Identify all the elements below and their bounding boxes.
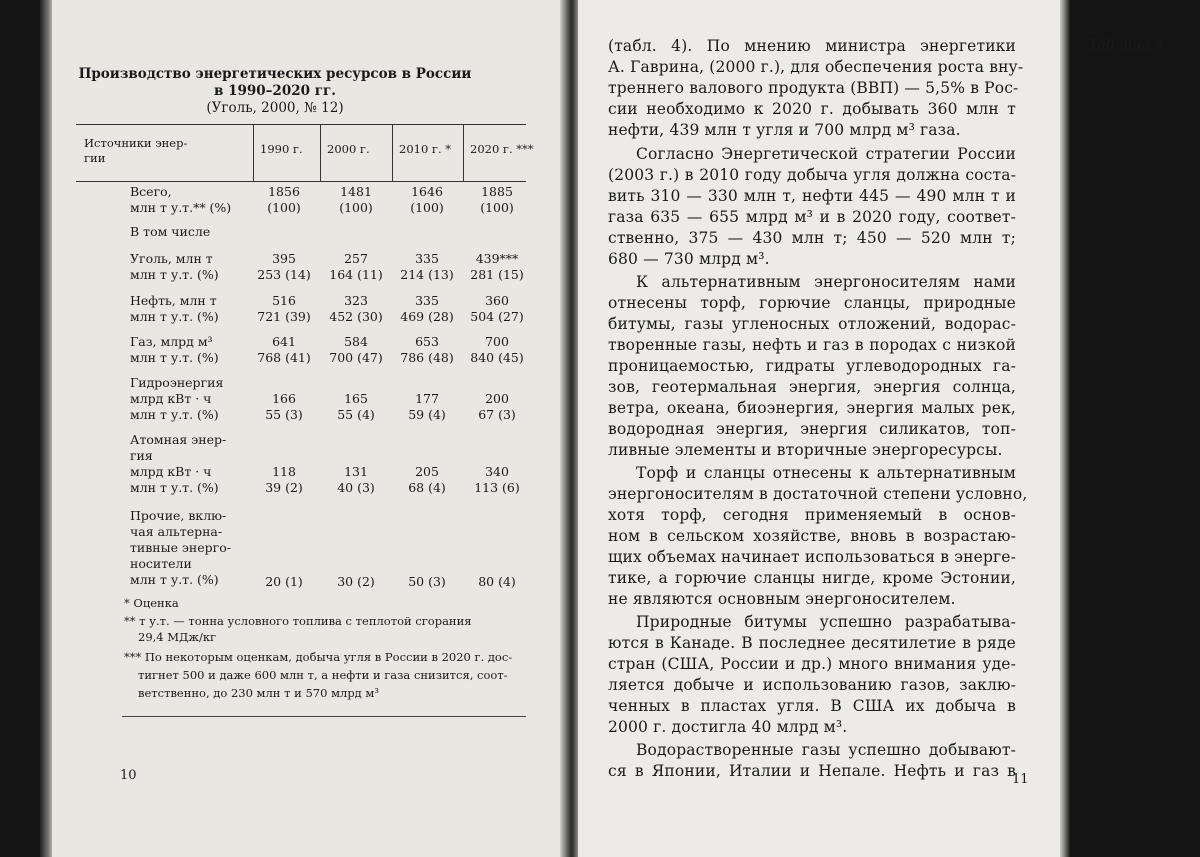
page-number-left: 10 [120,768,137,783]
footnote-2: ** т у.т. — тонна условного топлива с теплотой сгорания [124,614,472,629]
text-line: зов, геотермальная энергия, энергия солнца, [608,377,1016,398]
cell-hydro-2010: 177 [395,391,459,407]
page-number-right: 11 [1012,772,1029,787]
row-including: В том числе [130,224,210,240]
right-page-edge [1060,0,1070,857]
cell-coal-2010-pct: 214 (13) [395,267,459,283]
cell-nuclear-1990-pct: 39 (2) [252,480,316,496]
text-line: хотя торф, сегодня применяемый в основ- [608,505,1016,526]
cell-oil-2010: 335 [395,293,459,309]
header-2000: 2000 г. [320,125,391,181]
cell-hydro-2020: 200 [465,391,529,407]
cell-hydro-2020-pct: 67 (3) [465,407,529,423]
header-1990: 1990 г. [253,125,324,181]
row-other-label1: Прочие, вклю- [130,508,226,524]
text-line: проницаемостью, гидраты углеводородных га- [608,356,1016,377]
footnote-rule [122,716,526,717]
row-oil-label1: Нефть, млн т [130,293,217,309]
text-line: А. Гаврина, (2000 г.), для обеспечения роста вну- [608,57,1016,78]
cell-hydro-2000-pct: 55 (4) [324,407,388,423]
row-other-label2: чая альтерна- [130,524,222,540]
row-nuclear-label1: Атомная энер- [130,432,226,448]
cell-coal-2000-pct: 164 (11) [324,267,388,283]
cell-gas-2000: 584 [324,334,388,350]
table-header [76,124,526,182]
row-gas-label2: млн т у.т. (%) [130,350,219,366]
cell-total-2020: 1885 [465,184,529,200]
cell-other-1990: 20 (1) [252,574,316,590]
cell-oil-2010-pct: 469 (28) [395,309,459,325]
book-spread [0,0,1200,857]
text-line: сии необходимо к 2020 г. добывать 360 млн т [608,99,1016,120]
text-line: ном в сельском хозяйстве, вновь в возрастаю- [608,526,1016,547]
text-line: творенные газы, нефть и газ в породах с низкой [608,335,1016,356]
table-title-line1: Производство энергетических ресурсов в России [70,66,480,82]
text-line: 680 — 730 млрд м³. [608,249,770,270]
row-gas-label1: Газ, млрд м³ [130,334,213,350]
row-hydro-label1: Гидроэнергия [130,375,223,391]
cell-nuclear-2020-pct: 113 (6) [465,480,529,496]
cell-nuclear-2000-pct: 40 (3) [324,480,388,496]
cell-coal-2000: 257 [324,251,388,267]
text-line: ся в Японии, Италии и Непале. Нефть и газ в [608,761,1016,782]
cell-nuclear-2020: 340 [465,464,529,480]
cell-hydro-1990-pct: 55 (3) [252,407,316,423]
table-title-line2: в 1990–2020 гг. [70,83,480,99]
row-total-label2: млн т у.т.** (%) [130,200,231,216]
cell-hydro-2010-pct: 59 (4) [395,407,459,423]
cell-hydro-1990: 166 [252,391,316,407]
text-line: ветра, океана, биоэнергия, энергия малых рек, [608,398,1016,419]
cell-coal-2020: 439*** [465,251,529,267]
row-nuclear-label2: гия [130,448,153,464]
row-other-label4: носители [130,556,192,572]
footnote-3: *** По некоторым оценкам, добыча угля в России в 2020 г. дос- [124,650,512,665]
text-line: треннего валового продукта (ВВП) — 5,5% в Рос- [608,78,1016,99]
cell-oil-2000: 323 [324,293,388,309]
cell-total-1990: 1856 [252,184,316,200]
cell-gas-2020: 700 [465,334,529,350]
cell-oil-2020-pct: 504 (27) [465,309,529,325]
cell-other-2020: 80 (4) [465,574,529,590]
text-line: (2003 г.) в 2010 году добыча угля должна соста- [608,165,1016,186]
cell-hydro-2000: 165 [324,391,388,407]
header-2010: 2010 г. * [392,125,463,181]
footnote-3-cont2: ветственно, до 230 млн т и 570 млрд м³ [138,686,379,701]
cell-other-2010: 50 (3) [395,574,459,590]
cell-nuclear-2010: 205 [395,464,459,480]
text-line: Торф и сланцы отнесены к альтернативным [636,463,1016,484]
cell-total-2020-pct: (100) [465,200,529,216]
cell-gas-1990-pct: 768 (41) [252,350,316,366]
cell-gas-2000-pct: 700 (47) [324,350,388,366]
text-line: Водорастворенные газы успешно добывают- [636,740,1016,761]
cell-total-1990-pct: (100) [252,200,316,216]
text-line: 2000 г. достигла 40 млрд м³. [608,717,847,738]
text-line: тике, а горючие сланцы нигде, кроме Эстонии, [608,568,1016,589]
text-line: К альтернативным энергоносителям нами [636,272,1016,293]
text-line: ственно, 375 — 430 млн т; 450 — 520 млн т; [608,228,1016,249]
text-line: энергоносителям в достаточной степени условно, [608,484,1016,505]
cell-coal-1990: 395 [252,251,316,267]
text-line: Природные битумы успешно разрабатыва- [636,612,1016,633]
text-line: (табл. 4). По мнению министра энергетики [608,36,1016,57]
cell-coal-2010: 335 [395,251,459,267]
cell-total-2000-pct: (100) [324,200,388,216]
table-source: (Уголь, 2000, № 12) [70,100,480,116]
cell-coal-1990-pct: 253 (14) [252,267,316,283]
text-line: вить 310 — 330 млн т, нефти 445 — 490 млн т и [608,186,1016,207]
row-hydro-label2: млрд кВт · ч [130,391,211,407]
cell-gas-1990: 641 [252,334,316,350]
table-label: Таблица 4 [1088,37,1164,53]
header-2020: 2020 г. *** [463,125,534,181]
row-other-label3: тивные энерго- [130,540,231,556]
cell-coal-2020-pct: 281 (15) [465,267,529,283]
text-line: Согласно Энергетической стратегии России [636,144,1016,165]
cell-gas-2020-pct: 840 (45) [465,350,529,366]
text-line: щих объемах начинает использоваться в энерге- [608,547,1016,568]
text-line: газа 635 — 655 млрд м³ и в 2020 году, соответ- [608,207,1016,228]
cell-oil-2000-pct: 452 (30) [324,309,388,325]
footnote-2-cont: 29,4 МДж/кг [138,630,216,645]
row-nuclear-label4: млн т у.т. (%) [130,480,219,496]
row-coal-label2: млн т у.т. (%) [130,267,219,283]
cell-gas-2010-pct: 786 (48) [395,350,459,366]
row-coal-label1: Уголь, млн т [130,251,213,267]
text-line: ченных в пластах угля. В США их добыча в [608,696,1016,717]
cell-gas-2010: 653 [395,334,459,350]
cell-nuclear-2000: 131 [324,464,388,480]
row-total-label1: Всего, [130,184,172,200]
cell-total-2000: 1481 [324,184,388,200]
text-line: ются в Канаде. В последнее десятилетие в ряде [608,633,1016,654]
header-source: Источники энер- гии [76,125,206,181]
footnote-1: * Оценка [124,596,179,611]
text-line: стран (США, России и др.) много внимания уде- [608,654,1016,675]
cell-total-2010: 1646 [395,184,459,200]
cell-total-2010-pct: (100) [395,200,459,216]
cell-oil-2020: 360 [465,293,529,309]
text-line: не являются основным энергоносителем. [608,589,956,610]
cell-other-2000: 30 (2) [324,574,388,590]
text-line: водородная энергия, энергия силикатов, топ- [608,419,1016,440]
row-oil-label2: млн т у.т. (%) [130,309,219,325]
row-hydro-label3: млн т у.т. (%) [130,407,219,423]
row-other-label5: млн т у.т. (%) [130,572,219,588]
row-nuclear-label3: млрд кВт · ч [130,464,211,480]
footnote-3-cont1: тигнет 500 и даже 600 млн т, а нефти и газа снизится, соот- [138,668,508,683]
text-line: ляется добыче и использованию газов, заклю- [608,675,1016,696]
text-line: отнесены торф, горючие сланцы, природные [608,293,1016,314]
cell-nuclear-1990: 118 [252,464,316,480]
text-line: битумы, газы угленосных отложений, водорас- [608,314,1016,335]
cell-nuclear-2010-pct: 68 (4) [395,480,459,496]
text-line: ливные элементы и вторичные энергоресурсы. [608,440,1003,461]
cell-oil-1990-pct: 721 (39) [252,309,316,325]
cell-oil-1990: 516 [252,293,316,309]
text-line: нефти, 439 млн т угля и 700 млрд м³ газа. [608,120,961,141]
